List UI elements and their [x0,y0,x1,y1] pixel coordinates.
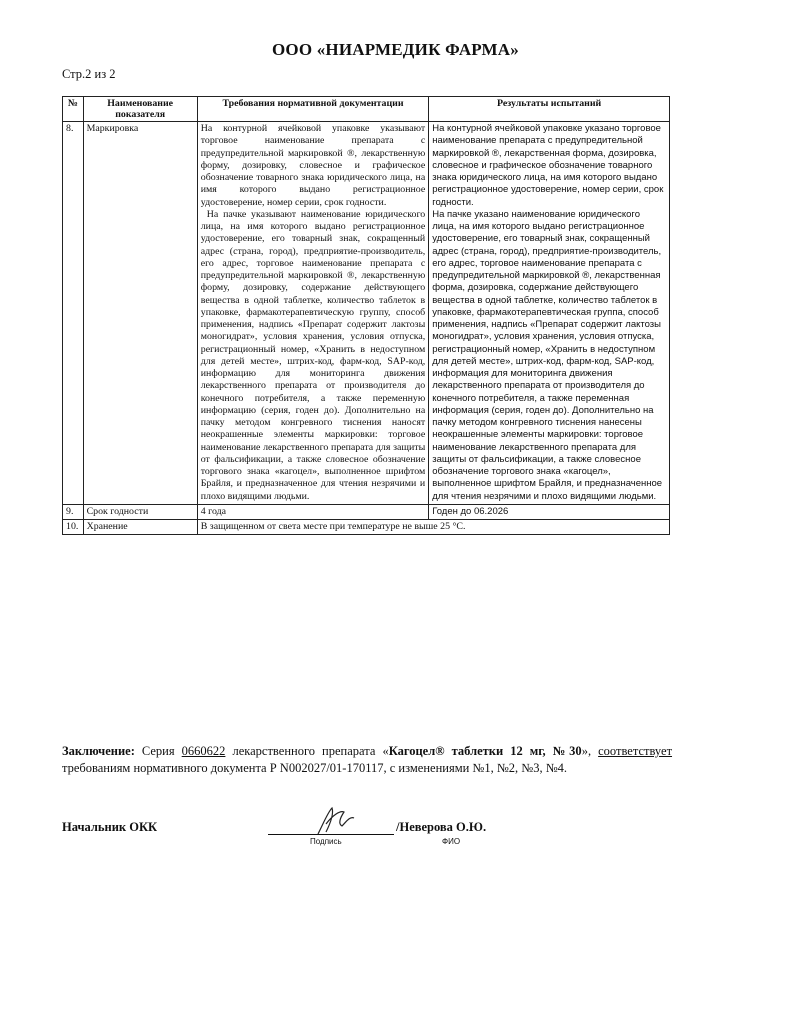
conclusion-text: требованиям нормативного документа Р N002027/01-170117, с изменениями №1, №2, №3, №4. [62,761,568,775]
conclusion [62,743,672,777]
header-indicator-name: Наименование показателя [83,97,197,122]
merged-cell: В защищенном от света месте при температуре не выше 25 °С. [197,520,669,535]
row-number: 10. [63,520,84,535]
table-row [63,122,670,505]
page-number: Стр.2 из 2 [62,67,116,81]
signature-caption: Подпись [310,837,342,846]
signer-name: /Неверова О.Ю. [396,820,487,834]
conclusion-text: лекарственного препарата « [225,744,389,758]
row-indicator: Маркировка [83,122,197,505]
header-results: Результаты испытаний [429,97,670,122]
row-indicator: Срок годности [83,504,197,519]
product-name: Кагоцел® таблетки 12 мг, №30 [388,744,582,758]
table-row [63,520,670,535]
conclusion-text: Серия [134,744,182,758]
series-number: 0660622 [181,744,226,758]
results-cell: Годен до 06.2026 [429,504,670,519]
signature-line [268,834,394,835]
table-row [63,504,670,519]
table-header-row [63,97,670,122]
test-results-table [62,96,670,535]
signature-block [62,820,672,860]
signer-title: Начальник ОКК [62,820,158,834]
conclusion-text: », [581,744,599,758]
row-number: 8. [63,122,84,505]
header-requirements: Требования нормативной документации [197,97,428,122]
requirements-cell [197,122,428,505]
complies-word: соответствует [598,744,673,758]
header-number: № [63,97,84,122]
company-name: ООО «НИАРМЕДИК ФАРМА» [272,40,519,59]
results-paragraph: На пачке указано наименование юридического лица, на имя которого выдано регистрационное удостоверение, его товарный знак, сокращенный адрес (страна, город), предприятие-производитель, его адрес, торговое наименование препарата с предупредительной маркировкой ®, лекарственная форма, дозировка, содержание действующего вещества в одной таблетке, количество таблеток в упаковке, фармакотерапевтическая группа, способ применения, надпись «Препарат содержит лактозы моногидрат», условия хранения, условия отпуска, регистрационный номер, «Хранить в недоступном для детей месте», штрих-код, фарм-код, SAP-код, информация для мониторинга движения лекарственного препарата от производителя до конечного потребителя, а также переменная информация (серия, годен до). Дополнительно на пачку методом конгревного тиснения нанесены неокрашенные элементы маркировки: торговое наименование лекарственного препарата для защиты от фальсификации, а также словесное обозначение торгового знака «кагоцел», выполненное шрифтом Брайля, и предназначенное для чтения незрячими и плохо видящими людьми. [432,208,663,502]
row-indicator: Хранение [83,520,197,535]
requirements-paragraph: На пачке указывают наименование юридического лица, на имя которого выдано регистрационное удостоверение, его товарный знак, сокращенный адрес (страна, город), предприятие-производитель, его адрес, торговое наименование препарата с предупредительной маркировкой ®, лекарственную форму, дозировку, содержание действующего вещества в одной таблетке, количество таблеток в упаковке, фармакотерапевтическую группу, способ применения, надпись «Препарат содержит лактозы моногидрат», условия хранения, условия отпуска, регистрационный номер, «Хранить в недоступном для детей месте», штрих-код, фарм-код, SAP-код, информацию для мониторинга движения лекарственного препарата от производителя до конечного потребителя, а также переменную информацию (серия, годен до). Дополнительно на пачку методом конгревного тиснения наносят неокрашенные элементы маркировки: торговое наименование лекарственного препарата для защиты от фальсификации, а также словесное обозначение торгового знака «кагоцел», выполненное шрифтом Брайля, и предназначенное для чтения незрячими и плохо видящими людьми. [200,208,426,502]
requirements-cell: 4 года [197,504,428,519]
name-caption: ФИО [442,837,461,846]
conclusion-label: Заключение: [62,744,135,758]
results-paragraph: На контурной ячейковой упаковке указано торговое наименование препарата с предупредительной маркировкой ®, лекарственная форма, дозировка, словесное и графическое обозначение товарного знака юридического лица, на имя которого выдано регистрационное удостоверение, номер серии, срок годности. [432,123,664,208]
results-cell [429,122,670,505]
requirements-paragraph: На контурной ячейковой упаковке указывают торговое наименование препарата с предупредительной маркировкой ®, лекарственную форму, дозировку, словесное и графическое обозначение товарного знака юридического лица, на имя которого выдано регистрационное удостоверение, номер серии, срок годности. [200,123,426,208]
row-number: 9. [63,504,84,519]
